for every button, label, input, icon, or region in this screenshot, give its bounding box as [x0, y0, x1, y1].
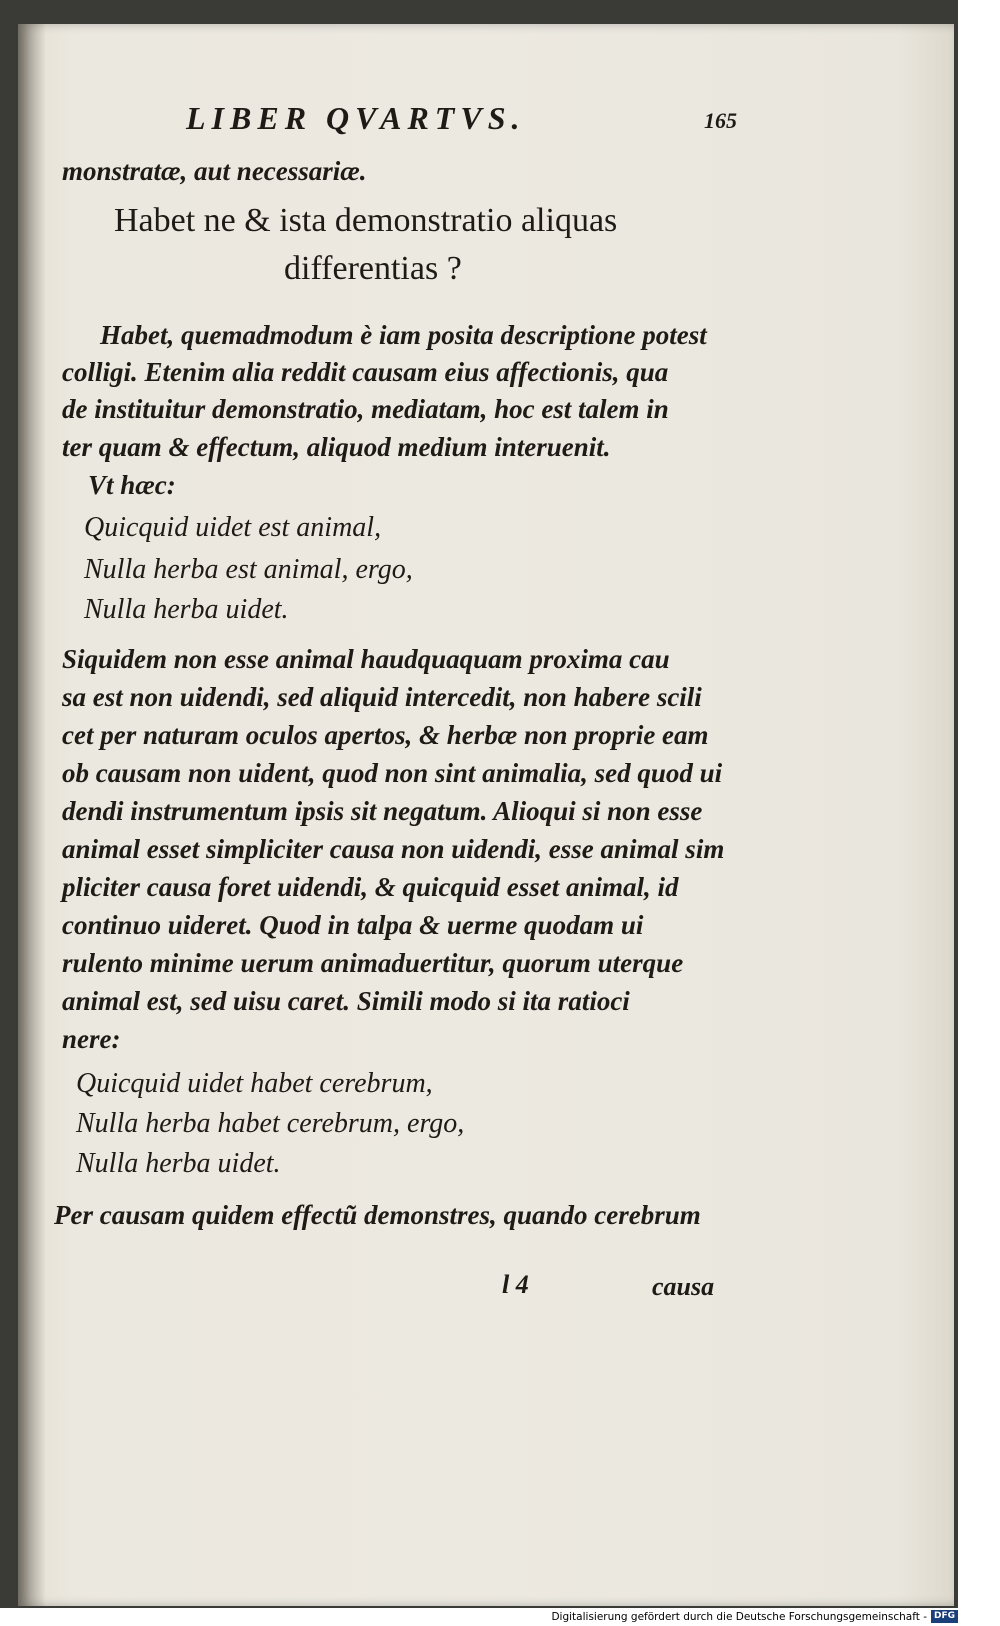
text-line: Siquidem non esse animal haudquaquam proxima cau: [62, 644, 670, 674]
syllogism-line: Nulla herba habet cerebrum, ergo,: [76, 1108, 465, 1139]
footer-text: Digitalisierung gefördert durch die Deutsche Forschungsgemeinschaft -: [551, 1610, 927, 1623]
syllogism-line: Nulla herba uidet.: [84, 594, 289, 625]
text-line: colligi. Etenim alia reddit causam eius affectionis, qua: [62, 357, 669, 387]
folio-number: 165: [704, 108, 737, 133]
dfg-logo: DFG: [931, 1610, 958, 1623]
syllogism-line: Nulla herba uidet.: [76, 1148, 281, 1179]
signature-mark: l 4: [502, 1270, 529, 1299]
gutter-shadow: [18, 24, 46, 1606]
running-head: LIBER QVARTVS.: [186, 100, 526, 136]
text-line: monstratæ, aut necessariæ.: [62, 156, 367, 186]
text-line: Habet, quemadmodum è iam posita descriptione potest: [100, 320, 707, 350]
text-line: rulento minime uerum animaduertitur, quorum uterque: [62, 948, 684, 978]
text-line: cet per naturam oculos apertos, & herbæ non proprie eam: [62, 720, 709, 750]
catchword: causa: [652, 1272, 715, 1301]
text-line: Vt hæc:: [88, 470, 176, 500]
text-line: Per causam quidem effectũ demonstres, quando cerebrum: [54, 1200, 701, 1230]
digitization-footer: [551, 1610, 958, 1623]
book-page: [18, 24, 954, 1606]
text-line: pliciter causa foret uidendi, & quicquid esset animal, id: [62, 872, 679, 902]
question-line: Habet ne & ista demonstratio aliquas: [114, 202, 618, 239]
syllogism-line: Nulla herba est animal, ergo,: [84, 554, 413, 585]
text-line: animal esset simpliciter causa non uidendi, esse animal sim: [62, 834, 725, 864]
text-line: nere:: [62, 1024, 121, 1054]
text-line: animal est, sed uisu caret. Simili modo si ita ratioci: [62, 986, 630, 1016]
question-line: differentias ?: [284, 250, 462, 287]
text-line: dendi instrumentum ipsis sit negatum. Alioqui si non esse: [62, 796, 703, 826]
text-line: sa est non uidendi, sed aliquid intercedit, non habere scili: [62, 682, 702, 712]
text-line: de instituitur demonstratio, mediatam, hoc est talem in: [62, 394, 669, 424]
text-line: ter quam & effectum, aliquod medium interuenit.: [62, 432, 611, 462]
text-line: continuo uideret. Quod in talpa & uerme quodam ui: [62, 910, 644, 940]
text-line: ob causam non uident, quod non sint animalia, sed quod ui: [62, 758, 723, 788]
syllogism-line: Quicquid uidet est animal,: [84, 512, 382, 543]
syllogism-line: Quicquid uidet habet cerebrum,: [76, 1068, 433, 1099]
